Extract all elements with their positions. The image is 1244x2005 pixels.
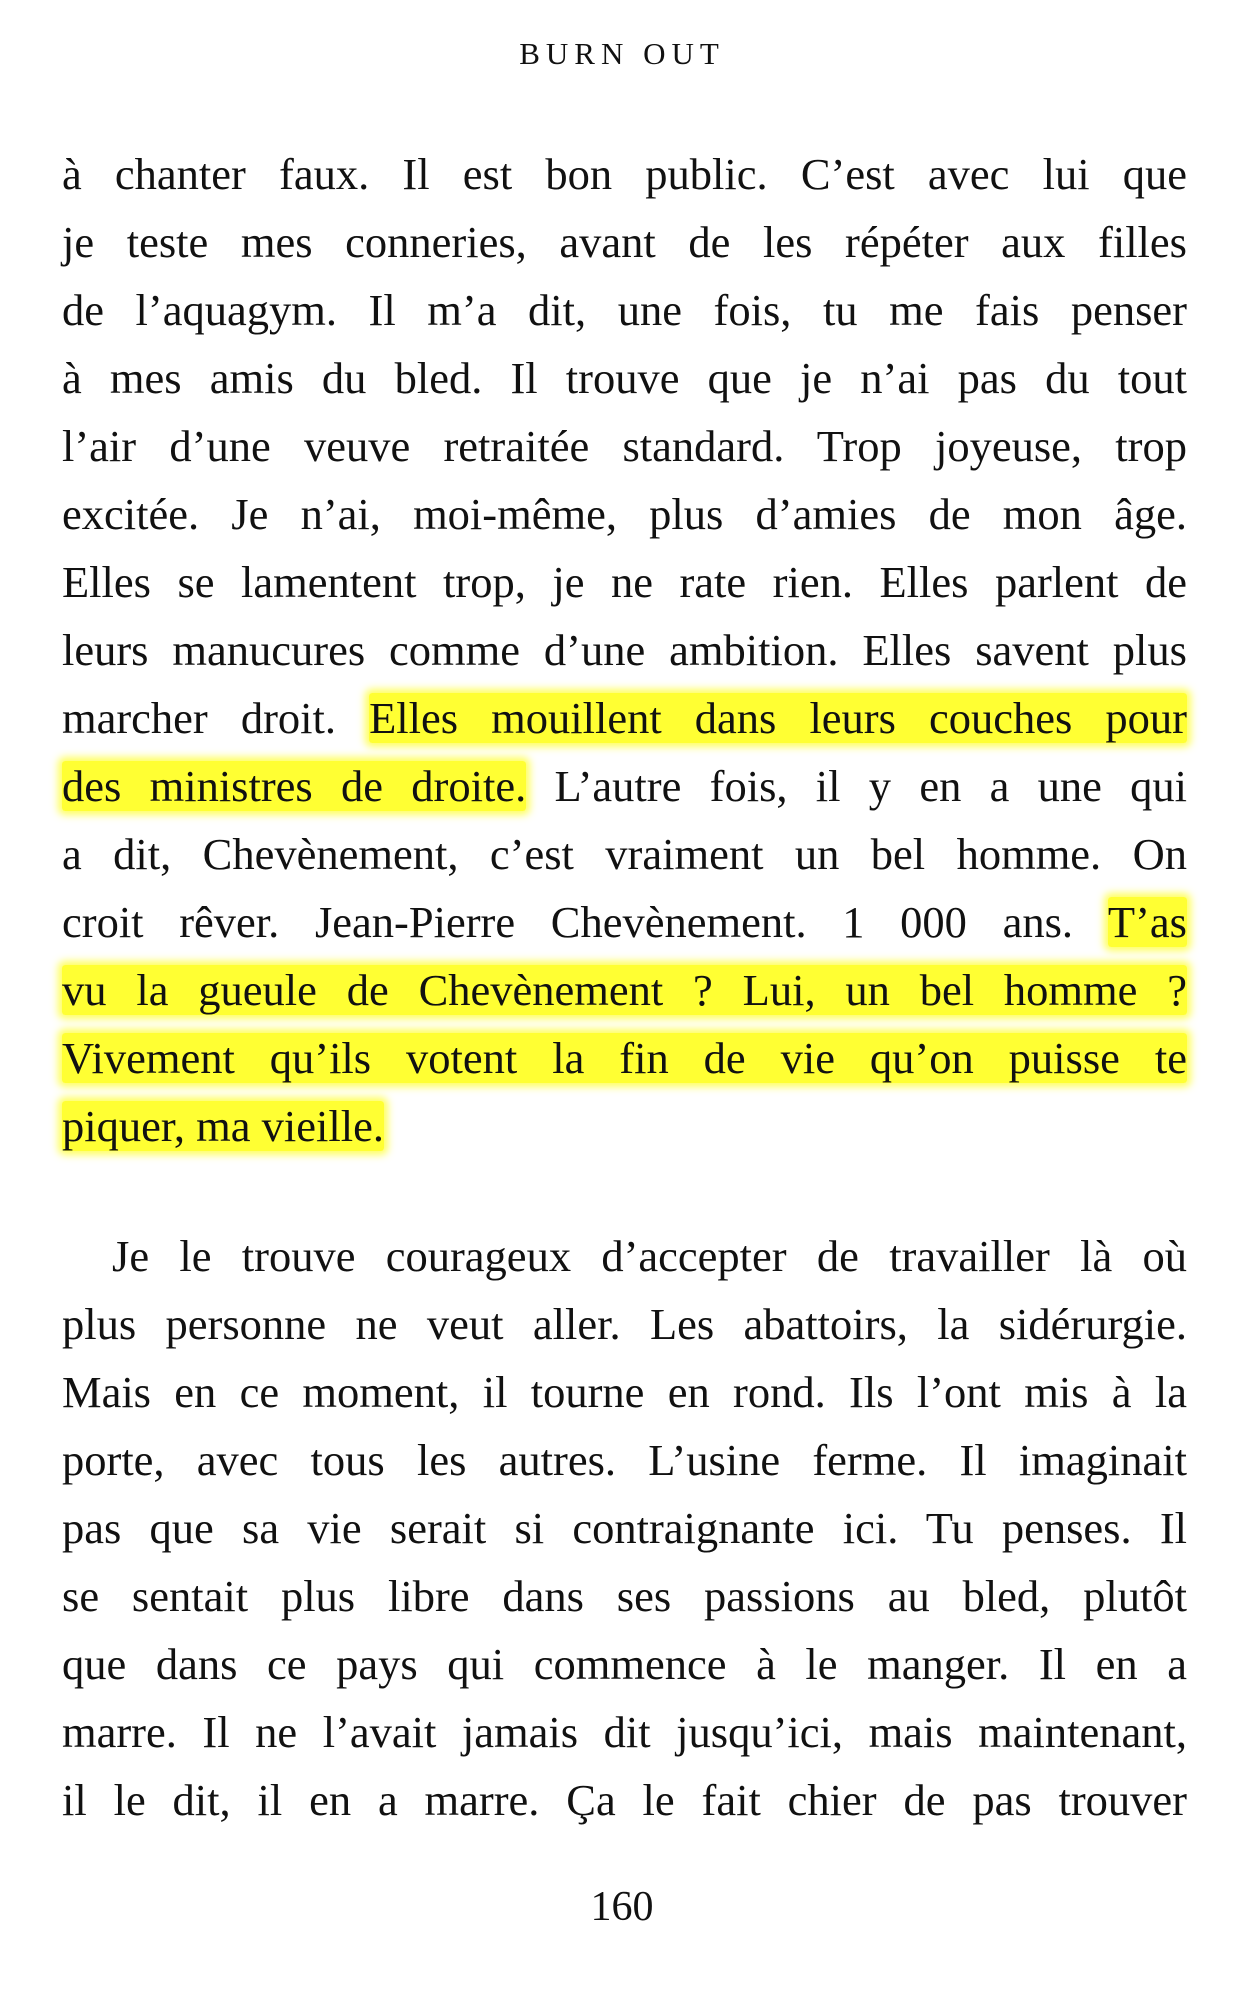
line-text-before: croit rêver. Jean-Pierre Chevènement. 1 000 ans. xyxy=(62,897,1074,947)
text-line: à mes amis du bled. Il trouve que je n’ai pas du tout xyxy=(62,353,1187,403)
text-line xyxy=(62,956,1187,1024)
text-line: se sentait plus libre dans ses passions au bled, plutôt xyxy=(62,1571,1187,1621)
paragraph-2 xyxy=(62,1222,1187,1834)
text-line: Je le trouve courageux d’accepter de travailler là où xyxy=(112,1231,1187,1281)
text-line: excitée. Je n’ai, moi-même, plus d’amies de mon âge. xyxy=(62,489,1187,539)
text-line: je teste mes conneries, avant de les répéter aux filles xyxy=(62,217,1187,267)
highlighted-passage: T’as xyxy=(1107,897,1187,947)
text-line xyxy=(62,888,1187,956)
highlighted-passage: piquer, ma vieille. xyxy=(62,1101,384,1151)
text-line xyxy=(62,752,1187,820)
line-text-after: L’autre fois, il y en a une qui xyxy=(554,761,1188,811)
highlighted-passage: Elles mouillent dans leurs couches pour xyxy=(369,693,1187,743)
text-line xyxy=(62,1024,1187,1092)
text-line: que dans ce pays qui commence à le manger. Il en a xyxy=(62,1639,1187,1689)
text-line: leurs manucures comme d’une ambition. Elles savent plus xyxy=(62,625,1187,675)
text-line: Mais en ce moment, il tourne en rond. Ils l’ont mis à la xyxy=(62,1367,1187,1417)
highlighted-passage: des ministres de droite. xyxy=(62,761,527,811)
text-line: porte, avec tous les autres. L’usine ferme. Il imaginait xyxy=(62,1435,1187,1485)
text-line xyxy=(62,1092,1187,1160)
text-line: à chanter faux. Il est bon public. C’est avec lui que xyxy=(62,149,1187,199)
text-line: plus personne ne veut aller. Les abattoirs, la sidérurgie. xyxy=(62,1299,1187,1349)
line-text-before: marcher droit. xyxy=(62,693,337,743)
text-line: a dit, Chevènement, c’est vraiment un bel homme. On xyxy=(62,829,1187,879)
page-number: 160 xyxy=(590,1884,654,1930)
paragraph-1 xyxy=(62,140,1187,1160)
text-line xyxy=(62,684,1187,752)
highlighted-passage: vu la gueule de Chevènement ? Lui, un bel homme ? xyxy=(62,965,1187,1015)
text-line: Elles se lamentent trop, je ne rate rien. Elles parlent de xyxy=(62,557,1187,607)
text-line: de l’aquagym. Il m’a dit, une fois, tu me fais penser xyxy=(62,285,1187,335)
highlighted-passage: Vivement qu’ils votent la fin de vie qu’on puisse te xyxy=(62,1033,1187,1083)
text-line: pas que sa vie serait si contraignante ici. Tu penses. Il xyxy=(62,1503,1187,1553)
text-line: il le dit, il en a marre. Ça le fait chier de pas trouver xyxy=(62,1775,1187,1825)
text-line: l’air d’une veuve retraitée standard. Trop joyeuse, trop xyxy=(62,421,1187,471)
running-head-title: BURN OUT xyxy=(519,36,725,71)
text-line: marre. Il ne l’avait jamais dit jusqu’ici, mais maintenant, xyxy=(62,1707,1187,1757)
